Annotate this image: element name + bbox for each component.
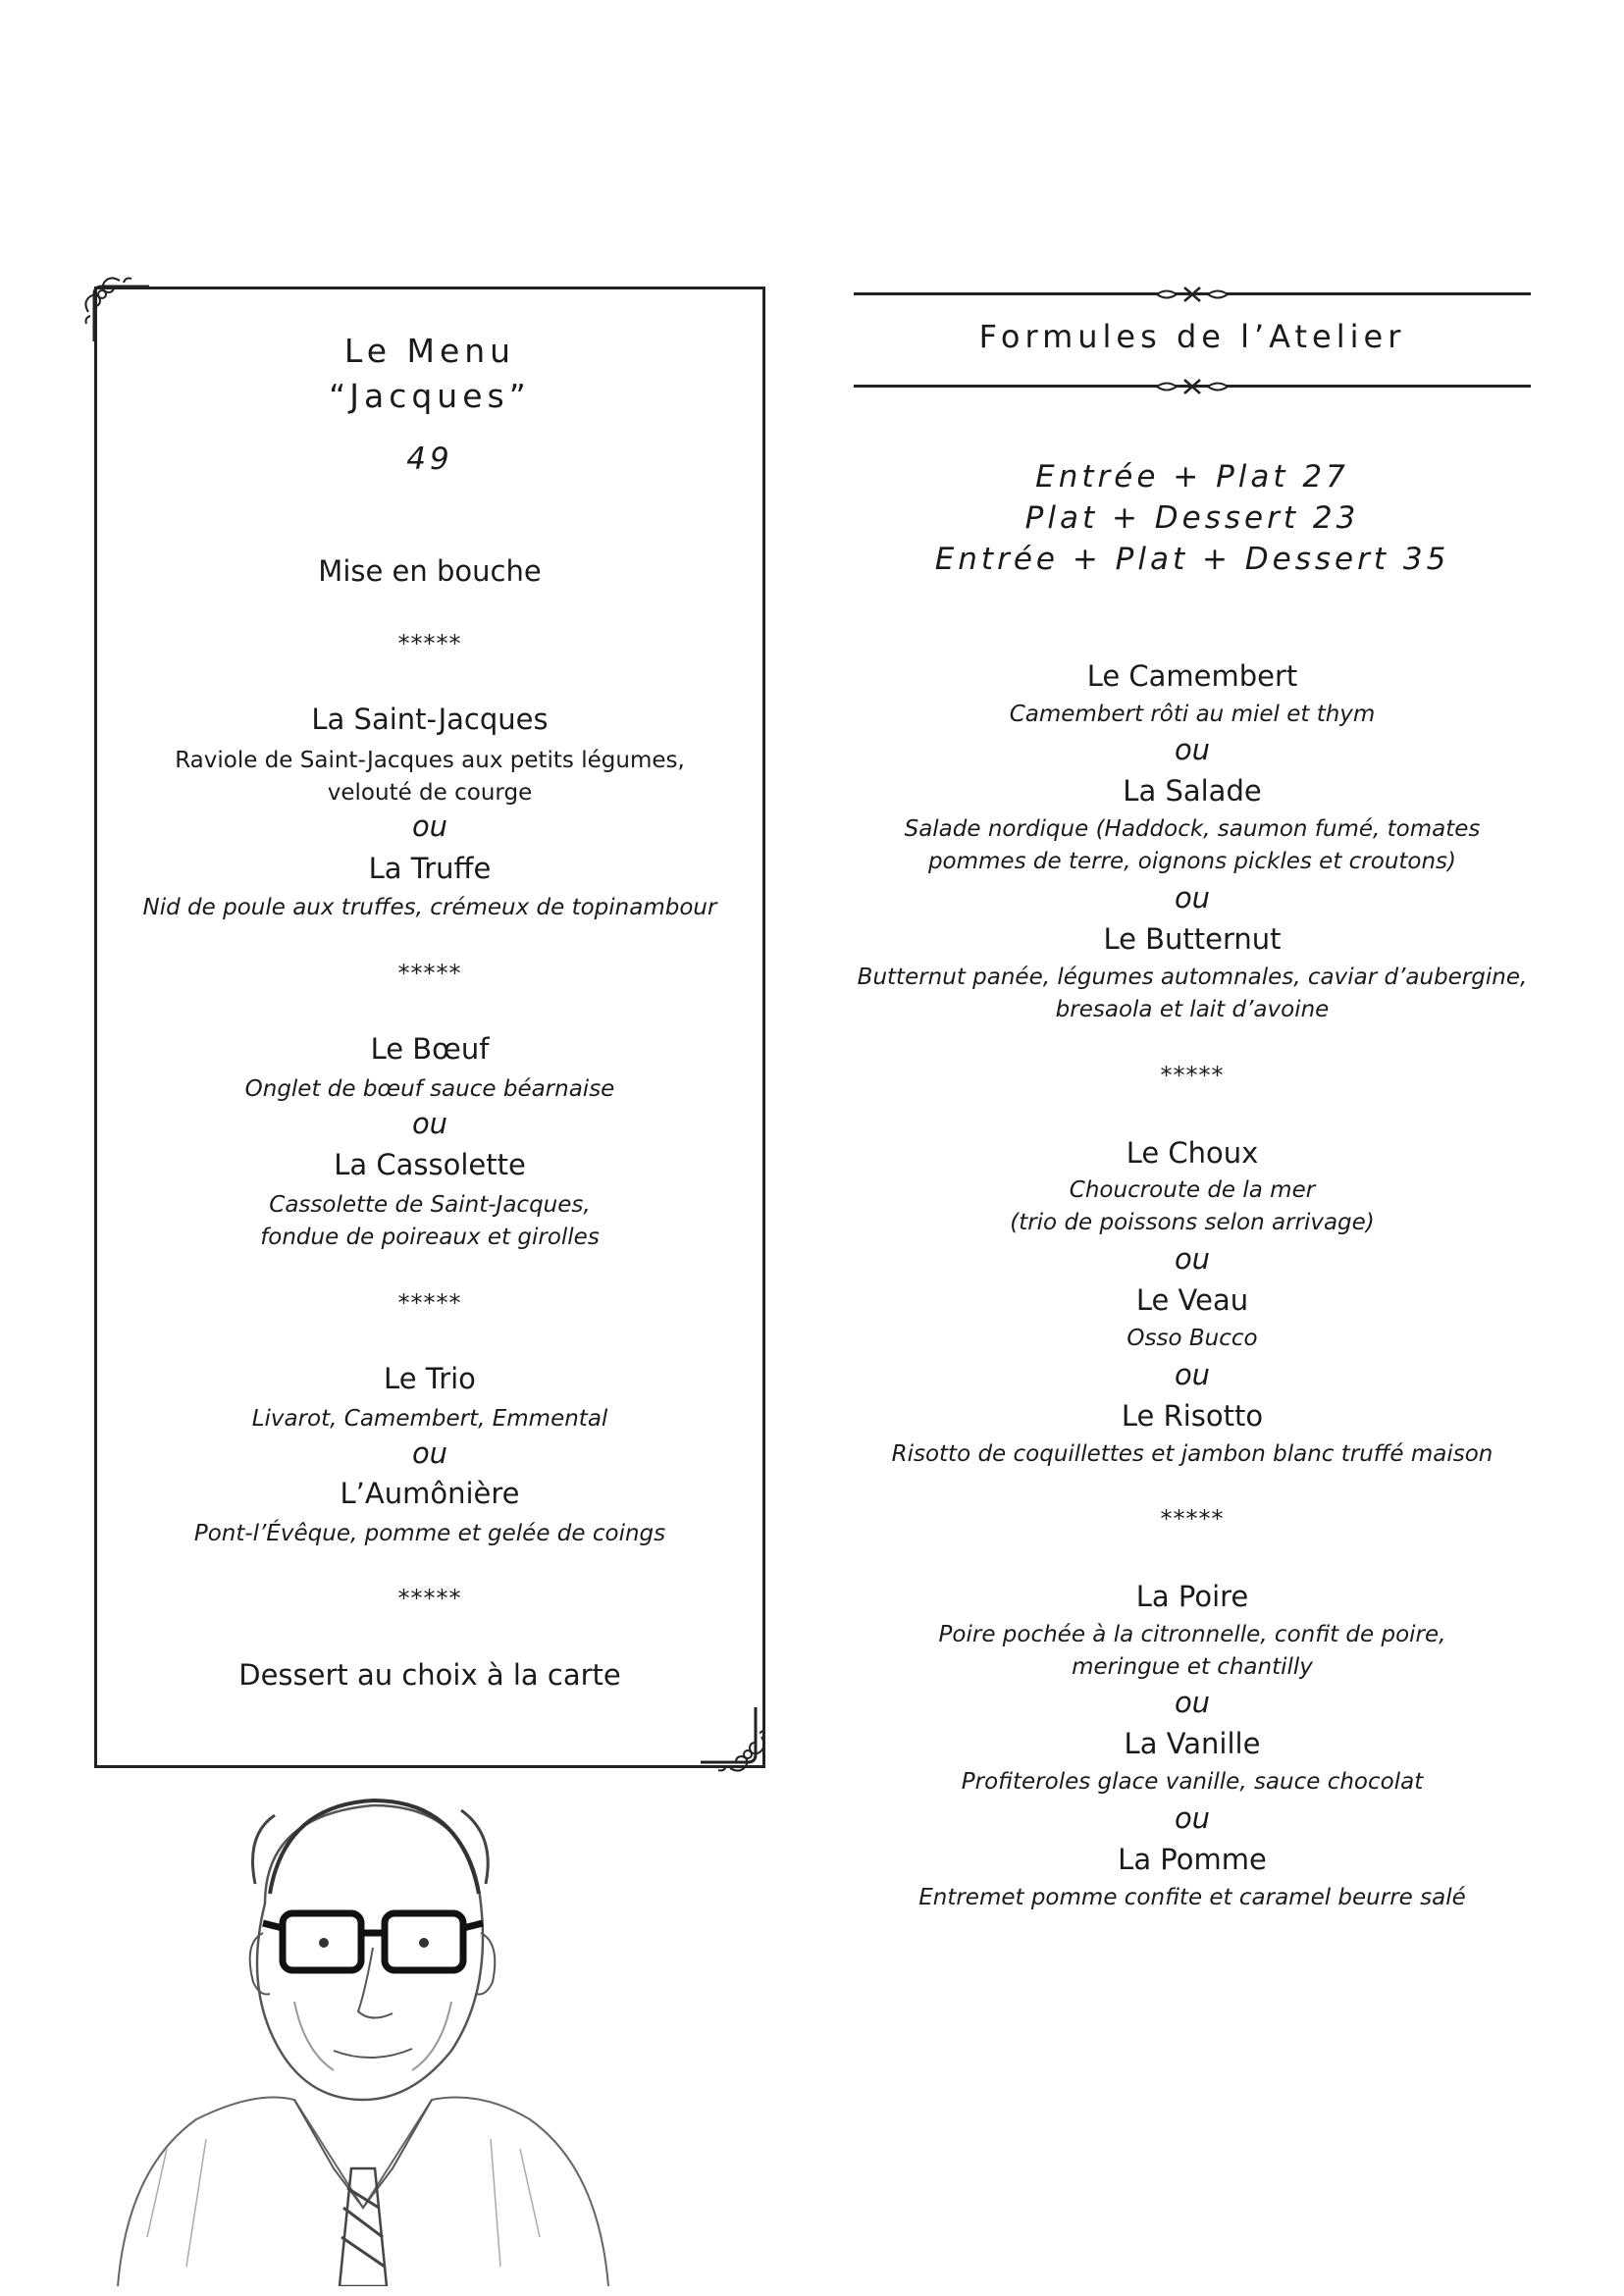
dish-desc: Profiteroles glace vanille, sauce chocolat [961,1769,1424,1795]
separator: ***** [397,630,462,657]
dish-name: La Cassolette [334,1148,526,1181]
formules-title: Formules de l’Atelier [978,318,1406,355]
dish-desc: pommes de terre, oignons pickles et croutons) [927,849,1457,874]
menu-title-line2: “Jacques” [329,377,531,415]
dessert-note: Dessert au choix à la carte [238,1658,621,1692]
menu-price: 49 [406,442,453,477]
formula-offer: Plat + Dessert 23 [1024,500,1360,536]
dish-desc: Entremet pomme confite et caramel beurre salé [918,1885,1466,1910]
separator: ***** [397,1289,462,1317]
dish-desc: Risotto de coquillettes et jambon blanc truffé maison [891,1441,1493,1467]
or-separator: ou [1174,1242,1211,1276]
or-separator: ou [411,809,448,843]
dish-desc: Cassolette de Saint-Jacques, [269,1192,591,1218]
dish-desc: velouté de courge [327,780,533,806]
or-separator: ou [1174,1686,1211,1719]
separator: ***** [397,1585,462,1612]
formula-offer: Entrée + Plat + Dessert 35 [934,542,1450,577]
dish-desc: Camembert rôti au miel et thym [1009,702,1376,727]
dish-desc: Raviole de Saint-Jacques aux petits légumes, [175,748,685,773]
ornament-icon [1153,284,1231,305]
portrait-sketch-illustration [108,1776,618,2286]
dish-name: La Truffe [368,852,492,885]
dish-name: L’Aumônière [340,1477,520,1510]
amuse-bouche: Mise en bouche [318,554,542,588]
dish-desc: (trio de poissons selon arrivage) [1010,1210,1375,1235]
dish-desc: Choucroute de la mer [1069,1177,1316,1203]
dish-desc: Livarot, Camembert, Emmental [251,1406,608,1432]
dish-desc: Nid de poule aux truffes, crémeux de topinambour [142,895,717,920]
dish-desc: Osso Bucco [1126,1326,1258,1351]
separator: ***** [1160,1505,1225,1533]
flourish-corner-icon [699,1705,769,1776]
or-separator: ou [1174,1358,1211,1391]
menu-title-line1: Le Menu [343,332,516,370]
dish-desc: Salade nordique (Haddock, saumon fumé, tomates [904,816,1481,842]
dish-name: Le Camembert [1086,659,1298,693]
or-separator: ou [411,1107,448,1140]
dish-name: Le Choux [1126,1136,1259,1170]
dish-desc: Poire pochée à la citronnelle, confit de poire, [938,1622,1446,1647]
or-separator: ou [411,1436,448,1470]
dish-desc: Butternut panée, légumes automnales, caviar d’aubergine, [857,965,1528,990]
dish-desc: Onglet de bœuf sauce béarnaise [244,1076,615,1102]
separator: ***** [1160,1062,1225,1089]
dish-name: Le Veau [1135,1283,1249,1317]
dish-desc: fondue de poireaux et girolles [260,1225,600,1250]
ornament-icon [1153,376,1231,397]
formula-offer: Entrée + Plat 27 [1035,459,1349,495]
dish-name: Le Trio [384,1362,476,1395]
dish-name: La Salade [1123,774,1262,808]
dish-name: La Vanille [1124,1727,1261,1760]
dish-name: La Pomme [1118,1843,1267,1876]
dish-name: La Poire [1135,1580,1249,1613]
separator: ***** [397,960,462,987]
dish-desc: meringue et chantilly [1072,1654,1313,1680]
dish-name: La Saint-Jacques [311,703,549,736]
dish-name: Le Risotto [1121,1399,1264,1433]
dish-name: Le Butternut [1103,922,1282,956]
or-separator: ou [1174,1801,1211,1835]
dish-name: Le Bœuf [370,1032,490,1066]
dish-desc: bresaola et lait d’avoine [1055,997,1330,1022]
dish-desc: Pont-l’Évêque, pomme et gelée de coings [193,1521,666,1546]
or-separator: ou [1174,881,1211,914]
or-separator: ou [1174,733,1211,766]
